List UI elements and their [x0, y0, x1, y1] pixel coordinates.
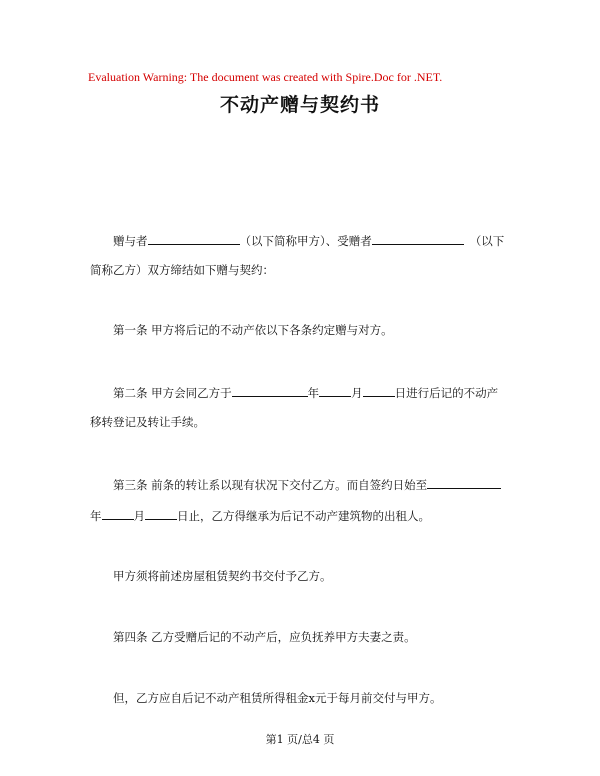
art3-month-blank — [102, 507, 134, 520]
evaluation-warning: Evaluation Warning: The document was created with Spire.Doc for .NET. — [88, 70, 443, 84]
donor-blank — [148, 232, 240, 245]
article-2-line2: 移转登记及转让手续。 — [90, 415, 205, 429]
art2-month-blank — [319, 384, 351, 397]
article-1: 第一条 甲方将后记的不动产依以下各条约定赠与对方。 — [113, 323, 393, 337]
art2-day-blank — [363, 384, 395, 397]
art2-year-blank — [232, 384, 308, 397]
article-3-line2: 年 月 日止，乙方得继承为后记不动产建筑物的出租人。 — [90, 509, 430, 523]
article-2-line1: 第二条 甲方会同乙方于 年 月 日进行后记的不动产 — [113, 386, 499, 400]
paragraph-lease: 甲方须将前述房屋租赁契约书交付予乙方。 — [113, 569, 332, 583]
article-4: 第四条 乙方受赠后记的不动产后，应负抚养甲方夫妻之责。 — [113, 630, 416, 644]
art3-day-blank — [145, 507, 177, 520]
paragraph-parties-line2: 简称乙方）双方缔结如下赠与契约： — [90, 263, 274, 277]
paragraph-rent: 但，乙方应自后记不动产租赁所得租金x元于每月前交付与甲方。 — [113, 691, 442, 705]
document-title: 不动产赠与契约书 — [219, 94, 380, 116]
art3-year-blank — [427, 476, 501, 489]
article-3-line1: 第三条 前条的转让系以现有状况下交付乙方。而自签约日始至 — [113, 476, 501, 493]
donee-blank — [372, 232, 464, 245]
page-footer: 第1 页/总4 页 — [265, 733, 335, 746]
paragraph-parties-line1: 赠与者 （以下简称甲方）、受赠者 （以下 — [113, 234, 505, 248]
